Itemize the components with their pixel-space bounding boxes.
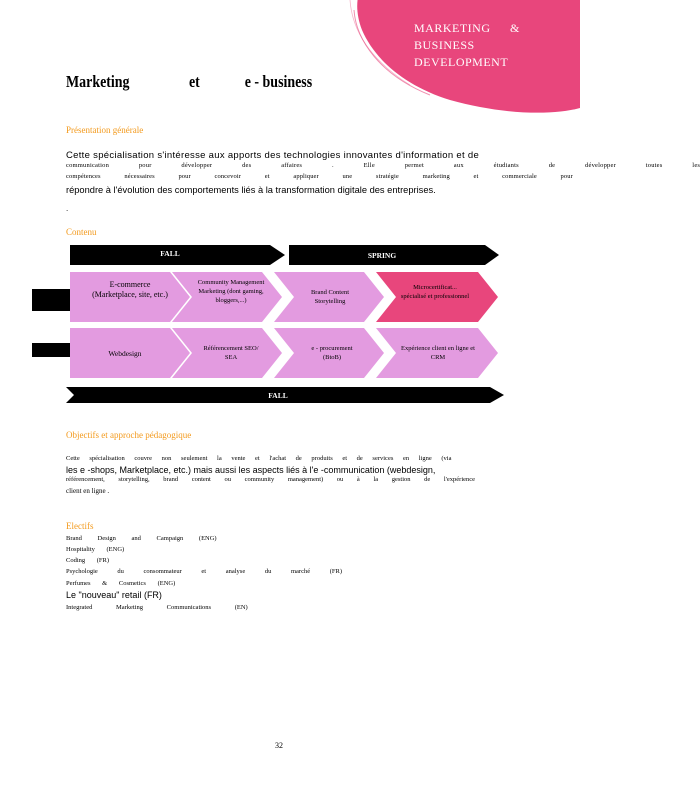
page-number: 32 [275, 741, 283, 750]
fall-top-label: FALL [160, 249, 180, 258]
electif-item: Perfumes & Cosmetics (ENG) [66, 580, 176, 587]
section-title-line3: DEVELOPMENT [414, 55, 509, 69]
section-title-amp: & [510, 21, 520, 35]
presentation-line-2: communication pour développer des affaires . Elle permet aux étudiants de développer toutes les [66, 162, 700, 169]
presentation-dot: . [66, 204, 69, 213]
row1-label-4: Microcertificat... spécialisé et professionnel [400, 284, 470, 300]
row2-label-1: Webdesign [108, 349, 142, 358]
electif-item: Integrated Marketing Communications (EN) [66, 604, 248, 611]
objectifs-heading: Objectifs et approche pédagogique [66, 430, 192, 440]
contenu-heading: Contenu [66, 227, 97, 237]
presentation-heading: Présentation générale [66, 125, 144, 135]
title-word-1: Marketing [66, 72, 130, 91]
title-word-2: et [189, 72, 200, 91]
row2-label-3: e - procurement (BtoB) [311, 345, 353, 361]
objectifs-line-3: référencement, storytelling, brand content ou community management) ou à la gestion de l'expérience [66, 476, 476, 483]
fall-bottom-label: FALL [268, 391, 288, 400]
presentation-line-1: Cette spécialisation s'intéresse aux apports des technologies innovantes d'information et de [66, 150, 480, 161]
spring-label: SPRING [367, 251, 397, 260]
row1-label-3: Brand Content Storytelling [310, 289, 350, 305]
electif-item: Psychologie du consommateur et analyse du marché (FR) [66, 568, 343, 575]
electif-item: Le "nouveau" retail (FR) [66, 590, 162, 600]
presentation-line-3: compétences nécessaires pour concevoir et appliquer une stratégie marketing et commerciale pour [66, 173, 573, 180]
electifs-heading: Electifs [66, 521, 94, 531]
section-title-line1: MARKETING [414, 21, 491, 35]
objectifs-line-2: les e -shops, Marketplace, etc.) mais aussi les aspects liés à l'e -communication (webdesign, [66, 465, 436, 475]
presentation-line-4: répondre à l'évolution des comportements liés à la transformation digitale des entreprises. [66, 185, 436, 195]
row2-tab [32, 343, 70, 357]
title-word-3: e - business [244, 72, 313, 91]
objectifs-line-4: client en ligne . [66, 487, 110, 495]
row2-label-2: Référencement SEO/ SEA [203, 345, 259, 361]
row2-label-4: Expérience client en ligne et CRM [401, 345, 475, 361]
electif-item: Coding (FR) [66, 557, 110, 564]
row1-tab [32, 289, 70, 311]
section-title-line2: BUSINESS [414, 38, 475, 52]
row1-label-1: E-commerce (Marketplace, site, etc.) [92, 280, 168, 299]
objectifs-line-1: Cette spécialisation couvre non seulement la vente et l'achat de produits et de services en ligne (via [66, 455, 452, 462]
row1-label-2: Community Management Marketing (dont gaming, bloggers,...) [197, 279, 265, 304]
electif-item: Hospitality (ENG) [66, 546, 125, 553]
electif-item: Brand Design and Campaign (ENG) [66, 535, 217, 542]
